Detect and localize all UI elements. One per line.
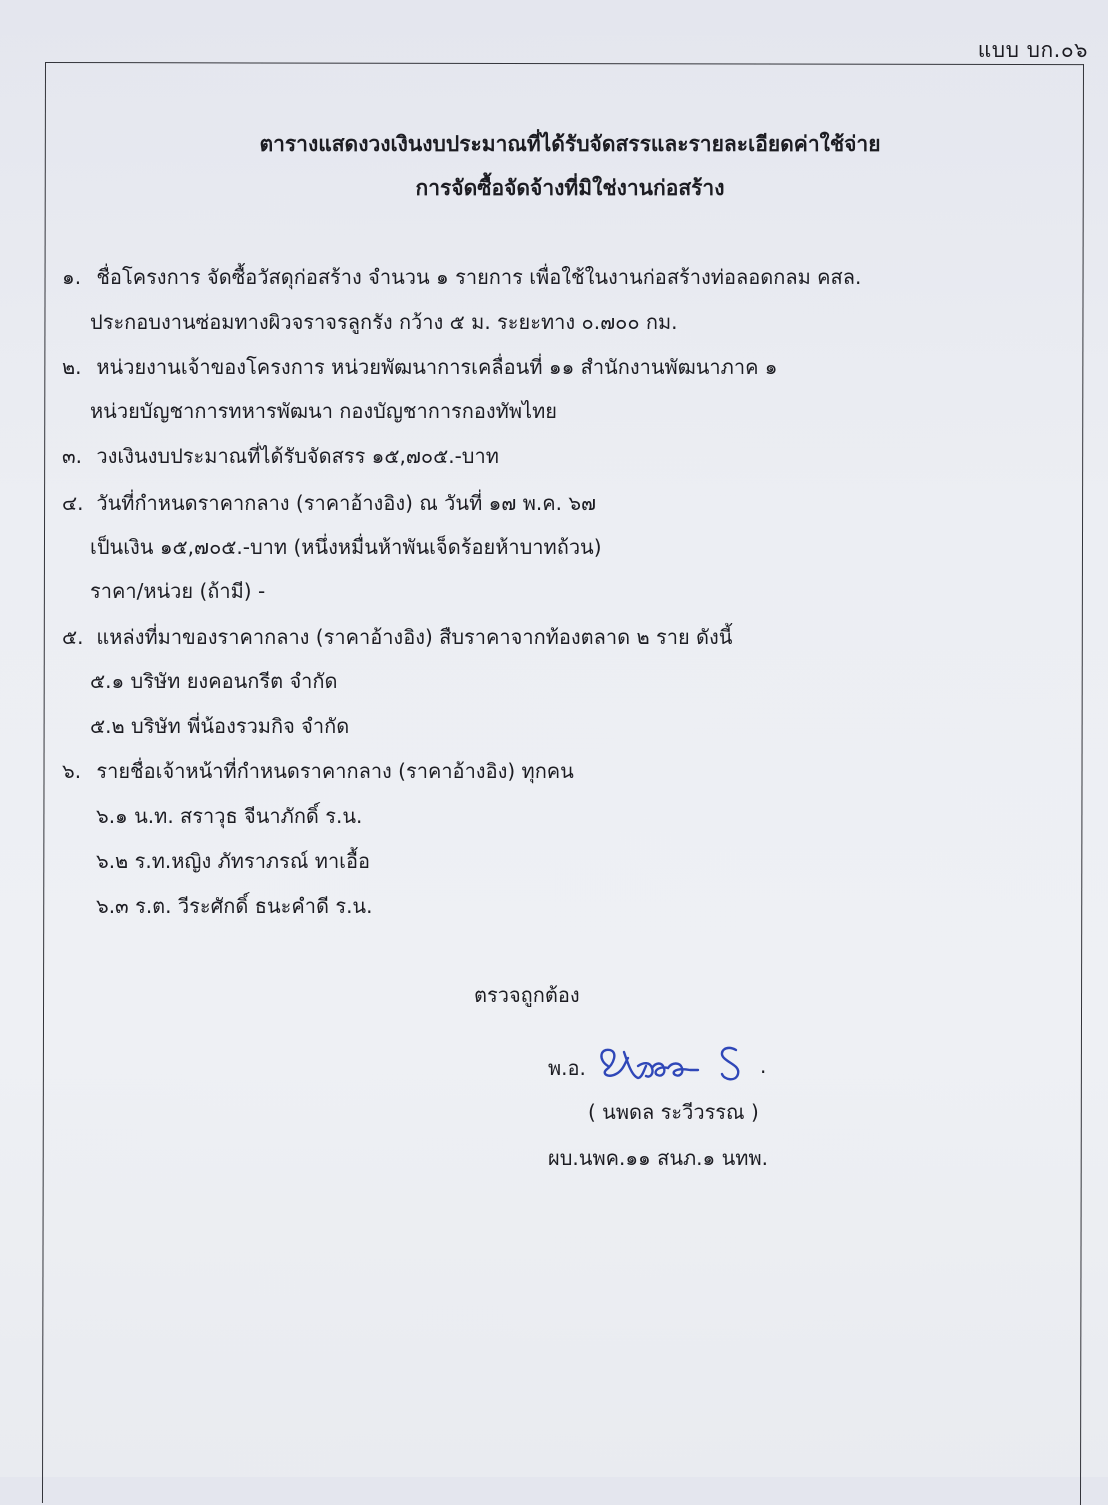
item-4-line2: เป็นเงิน ๑๕,๗๐๕.-บาท (หนึ่งหมื่นห้าพันเจ็ดร้อยห้าบาทถ้วน) bbox=[90, 535, 602, 559]
item-2-number: ๒. bbox=[62, 355, 82, 379]
item-1-text: ชื่อโครงการ จัดซื้อวัสดุก่อสร้าง จำนวน ๑ รายการ เพื่อใช้ในงานก่อสร้างท่อลอดกลม คสล. bbox=[96, 265, 862, 289]
item-2-line2: หน่วยบัญชาการทหารพัฒนา กองบัญชาการกองทัพไทย bbox=[90, 399, 558, 423]
item-5-sub1: ๕.๑ บริษัท ยงคอนกรีต จำกัด bbox=[90, 669, 338, 693]
item-3-line1 bbox=[62, 441, 499, 471]
item-6-sub2: ๖.๒ ร.ท.หญิง ภัทราภรณ์ ทาเอื้อ bbox=[96, 849, 371, 873]
document-title-line2: การจัดซื้อจัดจ้างที่มิใช่งานก่อสร้าง bbox=[415, 176, 725, 200]
item-5-number: ๕. bbox=[62, 625, 84, 649]
item-6-sub3: ๖.๓ ร.ต. วีระศักดิ์ ธนะคำดี ร.น. bbox=[96, 894, 373, 918]
item-4-line1 bbox=[62, 488, 596, 518]
signature-block bbox=[548, 1040, 808, 1100]
signer-name: ( นพดล ระวีวรรณ ) bbox=[588, 1100, 759, 1124]
item-1-line1 bbox=[62, 262, 861, 292]
item-4-line3: ราคา/หน่วย (ถ้ามี) - bbox=[90, 579, 266, 603]
item-5-text: แหล่งที่มาของราคากลาง (ราคาอ้างอิง) สืบราคาจากท้องตลาด ๒ ราย ดังนี้ bbox=[96, 625, 733, 649]
item-5-line1 bbox=[62, 622, 732, 652]
item-4-text: วันที่กำหนดราคากลาง (ราคาอ้างอิง) ณ วันที่ ๑๗ พ.ค. ๖๗ bbox=[96, 491, 597, 515]
item-4-number: ๔. bbox=[62, 491, 84, 515]
item-5-sub2: ๕.๒ บริษัท พี่น้องรวมกิจ จำกัด bbox=[90, 714, 350, 738]
signature-period: . bbox=[760, 1054, 767, 1078]
item-6-sub1: ๖.๑ น.ท. สราวุธ จีนาภักดิ์ ร.น. bbox=[96, 804, 363, 828]
form-code: แบบ บก.๐๖ bbox=[977, 38, 1088, 62]
handwritten-signature bbox=[594, 1040, 767, 1100]
item-6-line1 bbox=[62, 756, 574, 786]
item-2-text: หน่วยงานเจ้าของโครงการ หน่วยพัฒนาการเคลื่อนที่ ๑๑ สำนักงานพัฒนาภาค ๑ bbox=[96, 355, 778, 379]
item-6-text: รายชื่อเจ้าหน้าที่กำหนดราคากลาง (ราคาอ้างอิง) ทุกคน bbox=[96, 759, 574, 783]
item-6-number: ๖. bbox=[62, 759, 82, 783]
item-1-line2: ประกอบงานซ่อมทางผิวจราจรลูกรัง กว้าง ๕ ม. ระยะทาง ๐.๗๐๐ กม. bbox=[90, 310, 678, 334]
signer-rank: พ.อ. bbox=[548, 1056, 586, 1080]
document-title-line1: ตารางแสดงวงเงินงบประมาณที่ได้รับจัดสรรและรายละเอียดค่าใช้จ่าย bbox=[259, 132, 881, 156]
item-1-number: ๑. bbox=[62, 265, 82, 289]
signer-position: ผบ.นพค.๑๑ สนภ.๑ นทพ. bbox=[548, 1146, 768, 1170]
item-3-number: ๓. bbox=[62, 444, 83, 468]
item-3-text: วงเงินงบประมาณที่ได้รับจัดสรร ๑๕,๗๐๕.-บาท bbox=[96, 444, 499, 468]
certify-label: ตรวจถูกต้อง bbox=[474, 983, 580, 1007]
item-2-line1 bbox=[62, 352, 778, 382]
